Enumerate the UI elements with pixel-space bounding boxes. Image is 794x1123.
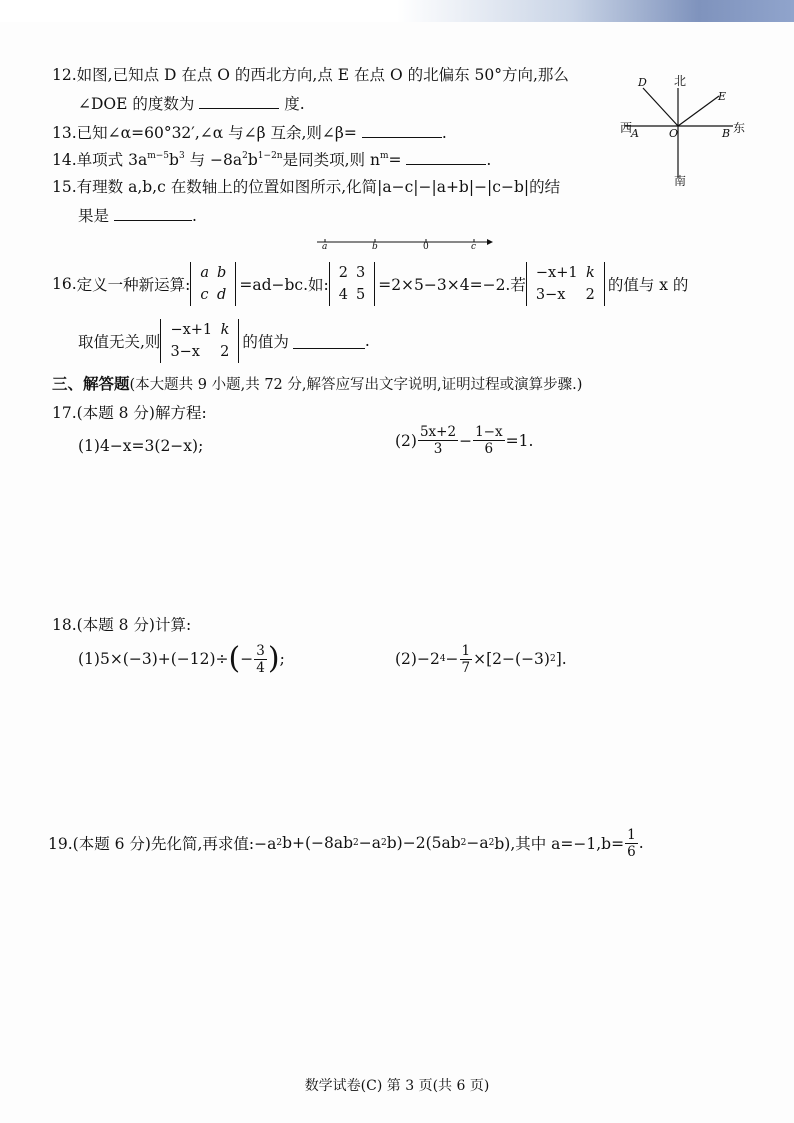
scan-top-band — [0, 0, 794, 22]
question-text: 取值无关,则 — [78, 333, 161, 351]
question-text: . — [191, 207, 197, 225]
exponent: m−5 — [147, 151, 169, 161]
det-cell: 3 — [355, 265, 366, 281]
question-15-line1 — [52, 175, 560, 197]
det-cell: 2 — [338, 265, 348, 281]
exponent: m — [379, 151, 389, 161]
question-number: 13. — [52, 124, 77, 142]
question-text: 如图,已知点 D 在点 O 的西北方向,点 E 在点 O 的北偏东 50°方向,那么 — [76, 66, 569, 84]
question-12-line2 — [78, 92, 305, 114]
numberline-label-b: b — [372, 242, 378, 252]
question-text: 度. — [284, 95, 305, 113]
ray-OE — [678, 96, 719, 126]
question-text: . — [364, 332, 370, 350]
answer-blank[interactable] — [114, 206, 192, 221]
question-17-title: 17.(本题 8 分)解方程: — [52, 404, 207, 422]
question-16-line1 — [52, 259, 688, 309]
det-cell: c — [200, 287, 209, 303]
question-text: . — [441, 124, 447, 142]
question-text: 定义一种新运算: — [76, 276, 191, 294]
determinant-x-repeat — [160, 319, 239, 363]
operator: − — [445, 650, 459, 668]
det-cell: k — [220, 322, 230, 338]
expression: (2)−2 — [395, 650, 440, 668]
question-text: 19.(本题 6 分)先化简,再求值:−a — [48, 835, 277, 853]
question-text: . — [638, 834, 644, 852]
question-12-line1 — [52, 63, 569, 85]
page-footer: 数学试卷(C) 第 3 页(共 6 页) — [304, 1078, 490, 1094]
fraction — [625, 827, 638, 860]
question-17-part2 — [395, 424, 533, 457]
west-label: 西 — [620, 121, 633, 135]
numberline-label-zero: 0 — [423, 242, 429, 252]
question-19: 19.(本题 6 分)先化简,再求值:−a 2 b+(−8ab 2 −a 2 b)−2(5ab 2 −a 2 b),其中 a=−1,b= $\frac{1}{6}$ . — [48, 826, 644, 860]
question-text: 是同类项,则 n — [282, 151, 380, 169]
numerator: 1−x — [475, 424, 503, 440]
expression: ]. — [555, 650, 567, 668]
question-text: −a — [358, 834, 382, 852]
numerator: 1 — [461, 642, 471, 659]
section-3-heading — [52, 372, 582, 394]
question-text: 有理数 a,b,c 在数轴上的位置如图所示,化简|a−c|−|a+b|−|c−b|的结 — [76, 178, 561, 196]
number-line — [315, 234, 495, 254]
numerator: 5x+2 — [419, 424, 457, 440]
fraction — [473, 424, 505, 457]
point-E-label: E — [718, 90, 727, 103]
question-text: 与 −8a — [184, 151, 243, 169]
determinant-example — [329, 262, 375, 306]
question-text: 单项式 3a — [76, 151, 148, 169]
det-cell: 3−x — [535, 287, 566, 303]
question-15-line2 — [78, 204, 197, 226]
question-17-part1: (1)4−x=3(2−x); — [78, 437, 204, 455]
section-title: 三、解答题 — [52, 374, 130, 393]
exponent: 3 — [178, 151, 185, 161]
question-text: b — [247, 151, 258, 169]
east-label: 东 — [733, 121, 746, 135]
question-text: = — [388, 151, 402, 169]
question-text: b)−2(5ab — [386, 834, 461, 852]
fraction — [460, 643, 473, 676]
det-cell: a — [200, 265, 210, 281]
det-cell: 2 — [220, 344, 230, 360]
determinant-x — [526, 262, 605, 306]
answer-blank[interactable] — [293, 334, 365, 349]
question-number: 12. — [52, 66, 77, 84]
question-text: =ad−bc.如: — [239, 276, 329, 294]
question-number: 16. — [52, 275, 77, 293]
exponent: 1−2n — [257, 151, 283, 161]
denominator: 7 — [461, 659, 471, 676]
det-cell: 5 — [355, 287, 366, 303]
question-text: b+(−8ab — [282, 834, 354, 852]
ray-OD — [643, 88, 678, 126]
question-text: 的值与 x 的 — [607, 276, 689, 294]
numberline-label-c: c — [471, 242, 477, 252]
point-D-label: D — [638, 76, 647, 89]
denominator: 3 — [433, 441, 443, 457]
det-cell: b — [217, 265, 227, 281]
numerator: 1 — [627, 826, 636, 843]
point-O-label: O — [669, 127, 679, 140]
point-B-label: B — [722, 127, 731, 140]
part-label: (2) — [395, 431, 417, 450]
question-text: b),其中 a=−1,b= — [494, 835, 625, 853]
south-label: 南 — [674, 174, 687, 188]
denominator: 6 — [484, 441, 494, 457]
det-cell: d — [217, 287, 227, 303]
section-note: (本大题共 9 小题,共 72 分,解答应写出文字说明,证明过程或演算步骤.) — [129, 377, 583, 393]
question-text: 果是 — [78, 207, 110, 225]
point-A-label: A — [631, 127, 639, 140]
fraction — [418, 424, 458, 457]
question-number: 15. — [52, 178, 77, 196]
question-text: . — [486, 151, 492, 169]
determinant-general — [190, 262, 236, 306]
det-cell: 4 — [338, 287, 348, 303]
numberline-label-a: a — [322, 242, 328, 252]
fraction — [254, 643, 267, 676]
question-18-part2: (2)−2 4 − $\frac{1}{7}$ ×[2−(−3) 2 ]. — [395, 642, 567, 676]
expression: (1)5×(−3)+(−12)÷ — [78, 650, 229, 668]
question-18-title: 18.(本题 8 分)计算: — [52, 616, 192, 634]
question-text: 已知∠α=60°32′,∠α 与∠β 互余,则∠β= — [76, 124, 357, 142]
question-18-part1: (1)5×(−3)+(−12)÷ ( − $\frac{3}{4}$ ) ; — [78, 641, 285, 676]
operator: − — [459, 431, 473, 450]
operator: − — [240, 650, 254, 668]
expression: ; — [279, 650, 285, 668]
question-13 — [52, 121, 447, 143]
expression: ×[2−(−3) — [473, 650, 550, 668]
det-cell: −x+1 — [170, 322, 213, 338]
arrow-right-icon — [487, 239, 493, 245]
question-number: 14. — [52, 151, 77, 169]
answer-blank[interactable] — [406, 150, 486, 165]
question-14 — [52, 148, 491, 170]
numerator: 3 — [256, 642, 265, 659]
question-16-line2 — [78, 316, 370, 366]
answer-blank[interactable] — [362, 123, 442, 138]
question-text: b — [169, 151, 179, 169]
north-label: 北 — [674, 74, 687, 88]
det-cell: 3−x — [170, 344, 200, 360]
exponent: 2 — [242, 151, 248, 161]
equation-end: =1. — [505, 431, 534, 450]
det-cell: k — [586, 265, 595, 281]
det-cell: 2 — [585, 287, 595, 303]
denominator: 6 — [627, 843, 636, 860]
question-text: 的值为 — [242, 333, 289, 351]
det-cell: −x+1 — [535, 265, 578, 281]
answer-blank[interactable] — [199, 94, 279, 109]
question-text: ∠DOE 的度数为 — [78, 95, 195, 113]
question-text: −a — [466, 834, 489, 852]
denominator: 4 — [256, 659, 265, 676]
question-text: =2×5−3×4=−2.若 — [378, 276, 526, 294]
